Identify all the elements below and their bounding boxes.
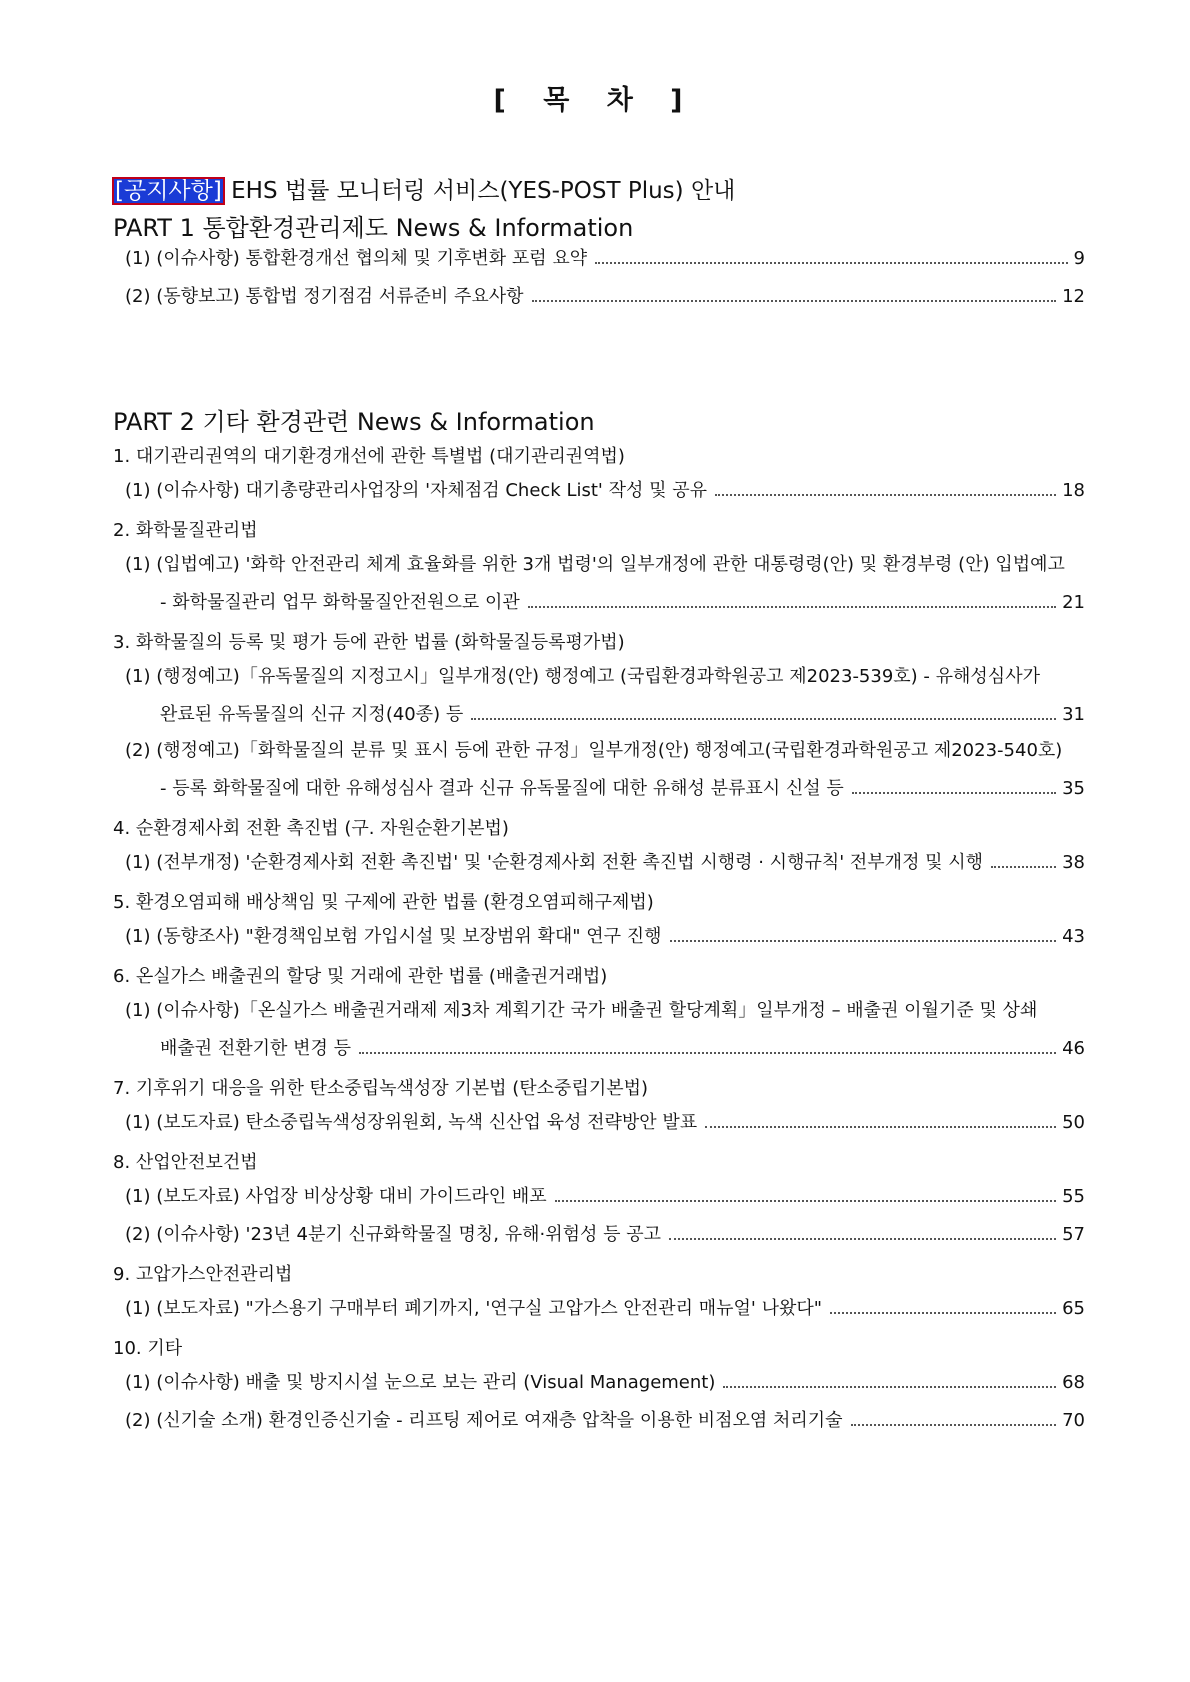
toc-entry[interactable] [125, 736, 1085, 764]
leader-dots [528, 605, 1056, 608]
toc-page-number: 38 [1062, 852, 1085, 873]
toc-entry-text: (1) (이슈사항) 배출 및 방지시설 눈으로 보는 관리 (Visual Management) [125, 1372, 716, 1393]
toc-page-number: 46 [1062, 1038, 1085, 1059]
notice-heading[interactable] [113, 172, 735, 205]
toc-page-number: 12 [1062, 286, 1085, 307]
toc-page-number: 43 [1062, 926, 1085, 947]
toc-entry[interactable] [125, 244, 1085, 272]
page-title: [ 목 차 ] [493, 85, 697, 116]
section-title: 2. 화학물질관리법 [113, 520, 258, 541]
toc-entry-text: (2) (행정예고)「화학물질의 분류 및 표시 등에 관한 규정」일부개정(안) 행정예고(국립환경과학원공고 제2023-540호) [125, 740, 1063, 761]
section-title: 3. 화학물질의 등록 및 평가 등에 관한 법률 (화학물질등록평가법) [113, 632, 625, 653]
toc-entry-text: - 등록 화학물질에 대한 유해성심사 결과 신규 유독물질에 대한 유해성 분류표시 신설 등 [160, 778, 844, 799]
section-title: 4. 순환경제사회 전환 촉진법 (구. 자원순환기본법) [113, 818, 509, 839]
leader-dots [359, 1051, 1056, 1054]
toc-entry-text: (1) (보도자료) 사업장 비상상황 대비 가이드라인 배포 [125, 1186, 547, 1207]
section-title: 8. 산업안전보건법 [113, 1152, 258, 1173]
toc-page-number: 31 [1062, 704, 1085, 725]
section-title: 5. 환경오염피해 배상책임 및 구제에 관한 법률 (환경오염피해구제법) [113, 892, 654, 913]
toc-page-number: 50 [1062, 1112, 1085, 1133]
leader-dots [723, 1385, 1056, 1388]
toc-entry[interactable] [125, 922, 1085, 950]
toc-entry-text: (1) (보도자료) 탄소중립녹색성장위원회, 녹색 신산업 육성 전략방안 발표 [125, 1112, 698, 1133]
leader-dots [670, 939, 1057, 942]
toc-entry-continued[interactable] [160, 700, 1085, 728]
toc-entry-text: (1) (이슈사항) 대기총량관리사업장의 '자체점검 Check List' 작성 및 공유 [125, 480, 707, 501]
toc-entry[interactable] [125, 550, 1085, 578]
toc-entry-text: (1) (입법예고) '화학 안전관리 체계 효율화를 위한 3개 법령'의 일부개정에 관한 대통령령(안) 및 환경부령 (안) 입법예고 [125, 554, 1065, 575]
toc-page-number: 65 [1062, 1298, 1085, 1319]
toc-entry[interactable] [125, 1406, 1085, 1434]
leader-dots [991, 865, 1056, 868]
toc-entry-text: (1) (동향조사) "환경책임보험 가입시설 및 보장범위 확대" 연구 진행 [125, 926, 662, 947]
part2-heading: PART 2 기타 환경관련 News & Information [113, 408, 595, 436]
toc-entry-text: (1) (전부개정) '순환경제사회 전환 촉진법' 및 '순환경제사회 전환 촉진법 시행령 · 시행규칙' 전부개정 및 시행 [125, 852, 984, 873]
section-title: 1. 대기관리권역의 대기환경개선에 관한 특별법 (대기관리권역법) [113, 446, 625, 467]
toc-page-number: 35 [1062, 778, 1085, 799]
part1-heading: PART 1 통합환경관리제도 News & Information [113, 214, 634, 242]
notice-tag: [공지사항] [115, 178, 222, 204]
toc-entry-text: (2) (이슈사항) '23년 4분기 신규화학물질 명칭, 유해·위험성 등 공고 [125, 1224, 661, 1245]
leader-dots [851, 1423, 1057, 1426]
leader-dots [532, 299, 1057, 302]
toc-page-number: 55 [1062, 1186, 1085, 1207]
toc-entry[interactable] [125, 282, 1085, 310]
section-title: 9. 고압가스안전관리법 [113, 1264, 293, 1285]
toc-entry-text: (1) (이슈사항)「온실가스 배출권거래제 제3차 계획기간 국가 배출권 할당계획」일부개정 – 배출권 이월기준 및 상쇄 [125, 1000, 1038, 1021]
toc-entry[interactable] [125, 1294, 1085, 1322]
toc-entry[interactable] [125, 1368, 1085, 1396]
toc-entry-text: (2) (신기술 소개) 환경인증신기술 - 리프팅 제어로 여재층 압착을 이용한 비점오염 처리기술 [125, 1410, 843, 1431]
toc-page-number: 70 [1062, 1410, 1085, 1431]
leader-dots [471, 717, 1056, 720]
notice-text: EHS 법률 모니터링 서비스(YES-POST Plus) 안내 [223, 178, 736, 204]
section-title: 6. 온실가스 배출권의 할당 및 거래에 관한 법률 (배출권거래법) [113, 966, 608, 987]
toc-page-number: 9 [1073, 248, 1085, 269]
toc-page-number: 57 [1062, 1224, 1085, 1245]
toc-entry-text: (1) (보도자료) "가스용기 구매부터 폐기까지, '연구실 고압가스 안전관리 매뉴얼' 나왔다" [125, 1298, 823, 1319]
leader-dots [555, 1199, 1056, 1202]
toc-entry[interactable] [125, 662, 1085, 690]
toc-entry-text: - 화학물질관리 업무 화학물질안전원으로 이관 [160, 592, 520, 613]
toc-entry-continued[interactable] [160, 774, 1085, 802]
toc-entry[interactable] [125, 1182, 1085, 1210]
toc-page-number: 18 [1062, 480, 1085, 501]
toc-entry[interactable] [125, 1108, 1085, 1136]
leader-dots [705, 1125, 1056, 1128]
leader-dots [715, 493, 1056, 496]
toc-entry-text: 완료된 유독물질의 신규 지정(40종) 등 [160, 704, 464, 725]
toc-page-number: 68 [1062, 1372, 1085, 1393]
toc-entry[interactable] [125, 476, 1085, 504]
toc-entry-text: 배출권 전환기한 변경 등 [160, 1038, 352, 1059]
leader-dots [852, 791, 1056, 794]
leader-dots [595, 261, 1067, 264]
toc-entry-text: (2) (동향보고) 통합법 정기점검 서류준비 주요사항 [125, 286, 524, 307]
leader-dots [669, 1237, 1056, 1240]
toc-entry[interactable] [125, 1220, 1085, 1248]
toc-entry[interactable] [125, 996, 1085, 1024]
toc-entry-text: (1) (이슈사항) 통합환경개선 협의체 및 기후변화 포럼 요약 [125, 248, 588, 269]
toc-entry-text: (1) (행정예고)「유독물질의 지정고시」일부개정(안) 행정예고 (국립환경과학원공고 제2023-539호) - 유해성심사가 [125, 666, 1040, 687]
toc-entry[interactable] [125, 848, 1085, 876]
toc-entry-continued[interactable] [160, 588, 1085, 616]
section-title: 7. 기후위기 대응을 위한 탄소중립녹색성장 기본법 (탄소중립기본법) [113, 1078, 649, 1099]
section-title: 10. 기타 [113, 1338, 183, 1359]
toc-entry-continued[interactable] [160, 1034, 1085, 1062]
leader-dots [830, 1311, 1056, 1314]
toc-page-number: 21 [1062, 592, 1085, 613]
